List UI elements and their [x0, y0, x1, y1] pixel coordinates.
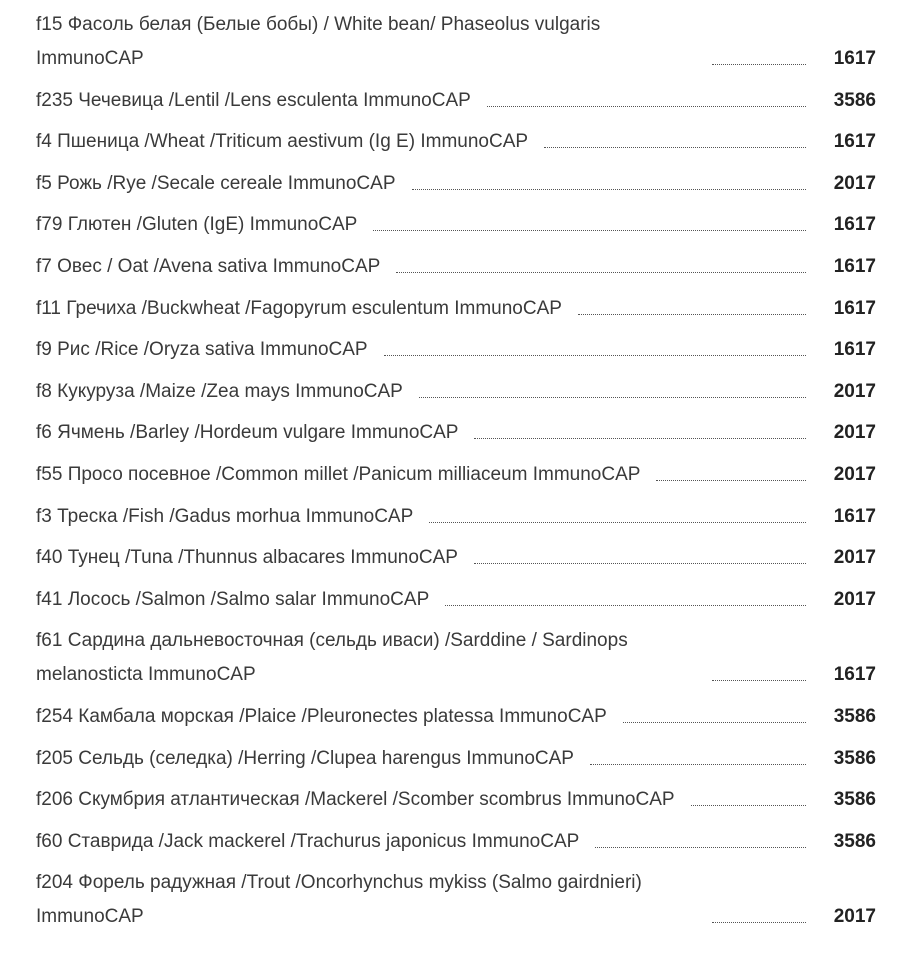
- price-list-item: [36, 541, 876, 583]
- item-name: f4 Пшеница /Wheat /Triticum aestivum (Ig E) ImmunoCAP: [36, 131, 529, 153]
- item-price: 1617: [833, 131, 876, 153]
- dotted-leader: [712, 679, 806, 681]
- price-list-item: [36, 125, 876, 167]
- dotted-leader: [419, 396, 806, 398]
- item-price: 2017: [833, 588, 876, 610]
- price-list-item: [36, 583, 876, 625]
- item-price: 1617: [833, 297, 876, 319]
- item-price: 3586: [833, 705, 876, 727]
- item-price: 2017: [833, 422, 876, 444]
- dotted-leader: [590, 763, 806, 765]
- price-list-item: [36, 416, 876, 458]
- dotted-leader: [691, 804, 806, 806]
- price-list-item: [36, 375, 876, 417]
- price-list-item: [36, 208, 876, 250]
- price-list-item: [36, 292, 876, 334]
- dotted-leader: [487, 105, 806, 107]
- dotted-leader: [623, 721, 806, 723]
- item-price: 3586: [833, 789, 876, 811]
- item-name: f7 Овес / Oat /Avena sativa ImmunoCAP: [36, 255, 381, 277]
- item-name: f40 Тунец /Tuna /Thunnus albacares ImmunoCAP: [36, 547, 458, 569]
- price-list-item: [36, 500, 876, 542]
- item-name: f206 Скумбрия атлантическая /Mackerel /Scomber scombrus ImmunoCAP: [36, 789, 675, 811]
- item-price: 2017: [833, 547, 876, 569]
- price-list-item: [36, 742, 876, 784]
- item-price: 2017: [833, 380, 876, 402]
- item-name: f60 Ставрида /Jack mackerel /Trachurus japonicus ImmunoCAP: [36, 830, 580, 852]
- price-list-item: [36, 825, 876, 867]
- item-name: f3 Треска /Fish /Gadus morhua ImmunoCAP: [36, 505, 414, 527]
- item-name: f6 Ячмень /Barley /Hordeum vulgare ImmunoCAP: [36, 422, 459, 444]
- item-name: f5 Рожь /Rye /Secale cereale ImmunoCAP: [36, 172, 396, 194]
- dotted-leader: [578, 313, 806, 315]
- item-name: f79 Глютен /Gluten (IgE) ImmunoCAP: [36, 214, 358, 236]
- item-price: 3586: [833, 830, 876, 852]
- item-price: 1617: [833, 255, 876, 277]
- price-list: [36, 8, 876, 942]
- item-name: f8 Кукуруза /Maize /Zea mays ImmunoCAP: [36, 380, 403, 402]
- price-list-item: [36, 250, 876, 292]
- price-list-item: [36, 84, 876, 126]
- dotted-leader: [656, 479, 806, 481]
- item-name: f9 Рис /Rice /Oryza sativa ImmunoCAP: [36, 339, 368, 361]
- dotted-leader: [445, 604, 806, 606]
- dotted-leader: [544, 146, 806, 148]
- item-name: f205 Сельдь (селедка) /Herring /Clupea harengus ImmunoCAP: [36, 747, 574, 769]
- item-price: 1617: [833, 664, 876, 686]
- dotted-leader: [712, 63, 806, 65]
- item-name: f254 Камбала морская /Plaice /Pleuronectes platessa ImmunoCAP: [36, 705, 607, 727]
- item-name: f204 Форель радужная /Trout /Oncorhynchus mykiss (Salmo gairdnieri) ImmunoCAP: [36, 872, 642, 928]
- item-name: f55 Просо посевное /Common millet /Panicum milliaceum ImmunoCAP: [36, 463, 641, 485]
- item-price: 1617: [833, 505, 876, 527]
- item-price: 1617: [833, 48, 876, 69]
- item-price: 1617: [833, 339, 876, 361]
- price-list-item: [36, 167, 876, 209]
- dotted-leader: [384, 354, 806, 356]
- dotted-leader: [396, 271, 806, 273]
- price-list-item: [36, 783, 876, 825]
- item-price: 3586: [833, 89, 876, 111]
- price-list-item: [36, 458, 876, 500]
- price-list-item: [36, 8, 876, 84]
- item-name: f41 Лосось /Salmon /Salmo salar ImmunoCAP: [36, 588, 430, 610]
- dotted-leader: [474, 437, 806, 439]
- item-name: f15 Фасоль белая (Белые бобы) / White bean/ Phaseolus vulgaris ImmunoCAP: [36, 14, 601, 69]
- dotted-leader: [412, 188, 807, 190]
- price-list-item: [36, 624, 876, 700]
- dotted-leader: [712, 921, 806, 923]
- item-name: f61 Сардина дальневосточная (сельдь иваси) /Sarddine / Sardinops melanosticta ImmunoCAP: [36, 630, 628, 686]
- item-price: 1617: [833, 214, 876, 236]
- dotted-leader: [429, 521, 806, 523]
- dotted-leader: [373, 229, 806, 231]
- dotted-leader: [474, 562, 806, 564]
- price-list-item: [36, 333, 876, 375]
- dotted-leader: [595, 846, 806, 848]
- item-price: 2017: [833, 463, 876, 485]
- price-list-item: [36, 866, 876, 942]
- item-price: 3586: [833, 747, 876, 769]
- item-name: f11 Гречиха /Buckwheat /Fagopyrum esculentum ImmunoCAP: [36, 297, 562, 319]
- item-name: f235 Чечевица /Lentil /Lens esculenta ImmunoCAP: [36, 89, 471, 111]
- item-price: 2017: [833, 172, 876, 194]
- price-list-item: [36, 700, 876, 742]
- item-price: 2017: [833, 906, 876, 928]
